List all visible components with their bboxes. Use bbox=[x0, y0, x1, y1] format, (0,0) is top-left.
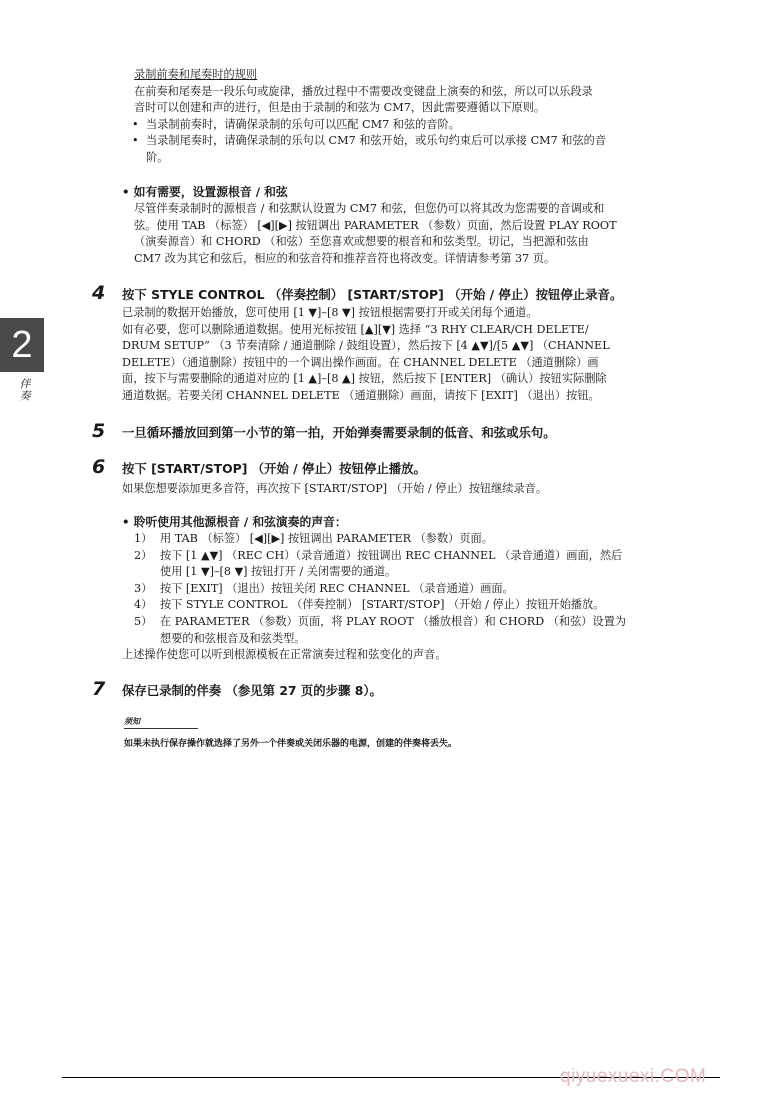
listen-section bbox=[122, 514, 722, 664]
step-title: 保存已录制的伴奏 （参见第 27 页的步骤 8）。 bbox=[122, 683, 382, 698]
step-4-body bbox=[122, 305, 722, 405]
note-label: 须知 bbox=[124, 716, 198, 729]
source-root-heading: • 如有需要，设置源根音 / 和弦 bbox=[122, 185, 288, 199]
step-number: 7 bbox=[92, 678, 106, 700]
step-4-line: 面，按下与需要删除的通道对应的 [1 ▲]–[8 ▲] 按钮，然后按下 [ENTER] （确认）按钮实际删除 bbox=[122, 372, 607, 386]
listen-item: 3） 按下 [EXIT] （退出）按钮关闭 REC CHANNEL （录音通道）画面。 bbox=[134, 581, 514, 595]
chapter-tab bbox=[0, 318, 44, 372]
source-root-line: （演奏源音）和 CHORD （和弦）至您喜欢或想要的根音和和弦类型。切记，当把源和弦由 bbox=[134, 235, 589, 249]
step-title: 按下 [START/STOP] （开始 / 停止）按钮停止播放。 bbox=[122, 461, 426, 476]
step-number: 6 bbox=[92, 456, 106, 478]
step-number: 4 bbox=[92, 282, 106, 304]
step-6-heading bbox=[92, 456, 426, 478]
listen-heading: • 聆听使用其他源根音 / 和弦演奏的声音： bbox=[122, 515, 347, 529]
rules-bullet: • 当录制尾奏时，请确保录制的乐句以 CM7 和弦开始，或乐句约束后可以承接 CM7 和弦的音 阶。 bbox=[132, 133, 724, 166]
listen-item: 5） 在 PARAMETER （参数）页面，将 PLAY ROOT （播放根音）和 CHORD （和弦）设置为 想要的和弦根音及和弦类型。 bbox=[134, 614, 627, 645]
rules-section bbox=[134, 67, 724, 167]
step-4-line: 通道数据。若要关闭 CHANNEL DELETE （通道删除）画面，请按下 [EXIT] （退出）按钮。 bbox=[122, 388, 600, 402]
step-6-body bbox=[122, 481, 722, 498]
listen-item: 4） 按下 STYLE CONTROL （伴奏控制） [START/STOP] （开始 / 停止）按钮开始播放。 bbox=[134, 598, 605, 612]
listen-item: 2） 按下 [1 ▲▼] （REC CH）（录音通道）按钮调出 REC CHANNEL （录音通道）画面，然后 使用 [1 ▼]–[8 ▼] 按钮打开 / 关闭需要的通道。 bbox=[134, 548, 623, 579]
step-4-line: 如有必要，您可以删除通道数据。使用光标按钮 [▲][▼] 选择 “3 RHY CLEAR/CH DELETE/ bbox=[122, 322, 589, 336]
note-text: 如果未执行保存操作就选择了另外一个伴奏或关闭乐器的电源，创建的伴奏将丢失。 bbox=[124, 739, 458, 749]
listen-summary: 上述操作使您可以听到根源模板在正常演奏过程和弦变化的声音。 bbox=[122, 648, 447, 662]
step-7-heading bbox=[92, 678, 382, 700]
source-root-section bbox=[122, 184, 722, 267]
step-5-heading bbox=[92, 420, 556, 442]
source-root-line: 尽管伴奏录制时的源根音 / 和弦默认设置为 CM7 和弦，但您仍可以将其改为您需要的音调或和 bbox=[134, 202, 605, 215]
listen-item: 1） 用 TAB （标签） [◀][▶] 按钮调出 PARAMETER （参数）页面。 bbox=[134, 532, 493, 545]
rules-bullet-line: 阶。 bbox=[146, 150, 169, 164]
rules-bullet-line: 当录制前奏时，请确保录制的乐句可以匹配 CM7 和弦的音阶。 bbox=[146, 117, 460, 131]
step-4-line: DELETE）（通道删除）按钮中的一个调出操作画面。在 CHANNEL DELETE （通道删除）画 bbox=[122, 355, 599, 369]
step-4-line: 已录制的数据开始播放，您可使用 [1 ▼]–[8 ▼] 按钮根据需要打开或关闭每个通道。 bbox=[122, 306, 538, 319]
rules-title: 录制前奏和尾奏时的规则 bbox=[134, 68, 258, 81]
rules-bullet: • 当录制前奏时，请确保录制的乐句可以匹配 CM7 和弦的音阶。 bbox=[132, 117, 724, 134]
step-title: 一旦循环播放回到第一小节的第一拍，开始弹奏需要录制的低音、和弦或乐句。 bbox=[122, 425, 556, 440]
chapter-number: 2 bbox=[11, 323, 33, 366]
step-6-line: 如果您想要添加更多音符，再次按下 [START/STOP] （开始 / 停止）按钮继续录音。 bbox=[122, 482, 548, 495]
rules-paragraph-line: 音时可以创建和声的进行，但是由于录制的和弦为 CM7，因此需要遵循以下原则。 bbox=[134, 101, 546, 115]
step-title: 按下 STYLE CONTROL （伴奏控制） [START/STOP] （开始 / 停止）按钮停止录音。 bbox=[122, 287, 623, 302]
rules-paragraph-line: 在前奏和尾奏是一段乐句或旋律，播放过程中不需要改变键盘上演奏的和弦，所以可以乐段录 bbox=[134, 84, 593, 98]
watermark: qiyuexuexi.COM bbox=[560, 1066, 707, 1087]
step-4-line: DRUM SETUP” （3 节奏清除 / 通道删除 / 鼓组设置），然后按下 [4 ▲▼]/[5 ▲▼] （CHANNEL bbox=[122, 339, 610, 353]
source-root-line: CM7 改为其它和弦后，相应的和弦音符和推荐音符也将改变。详情请参考第 37 页。 bbox=[134, 251, 556, 265]
chapter-label: 伴奏 bbox=[18, 378, 31, 402]
source-root-line: 弦。使用 TAB （标签） [◀][▶] 按钮调出 PARAMETER （参数）页面，然后设置 PLAY ROOT bbox=[134, 218, 617, 232]
step-number: 5 bbox=[92, 420, 106, 442]
rules-bullet-line: 当录制尾奏时，请确保录制的乐句以 CM7 和弦开始，或乐句约束后可以承接 CM7 和弦的音 bbox=[146, 134, 607, 148]
step-4-heading bbox=[92, 282, 622, 304]
